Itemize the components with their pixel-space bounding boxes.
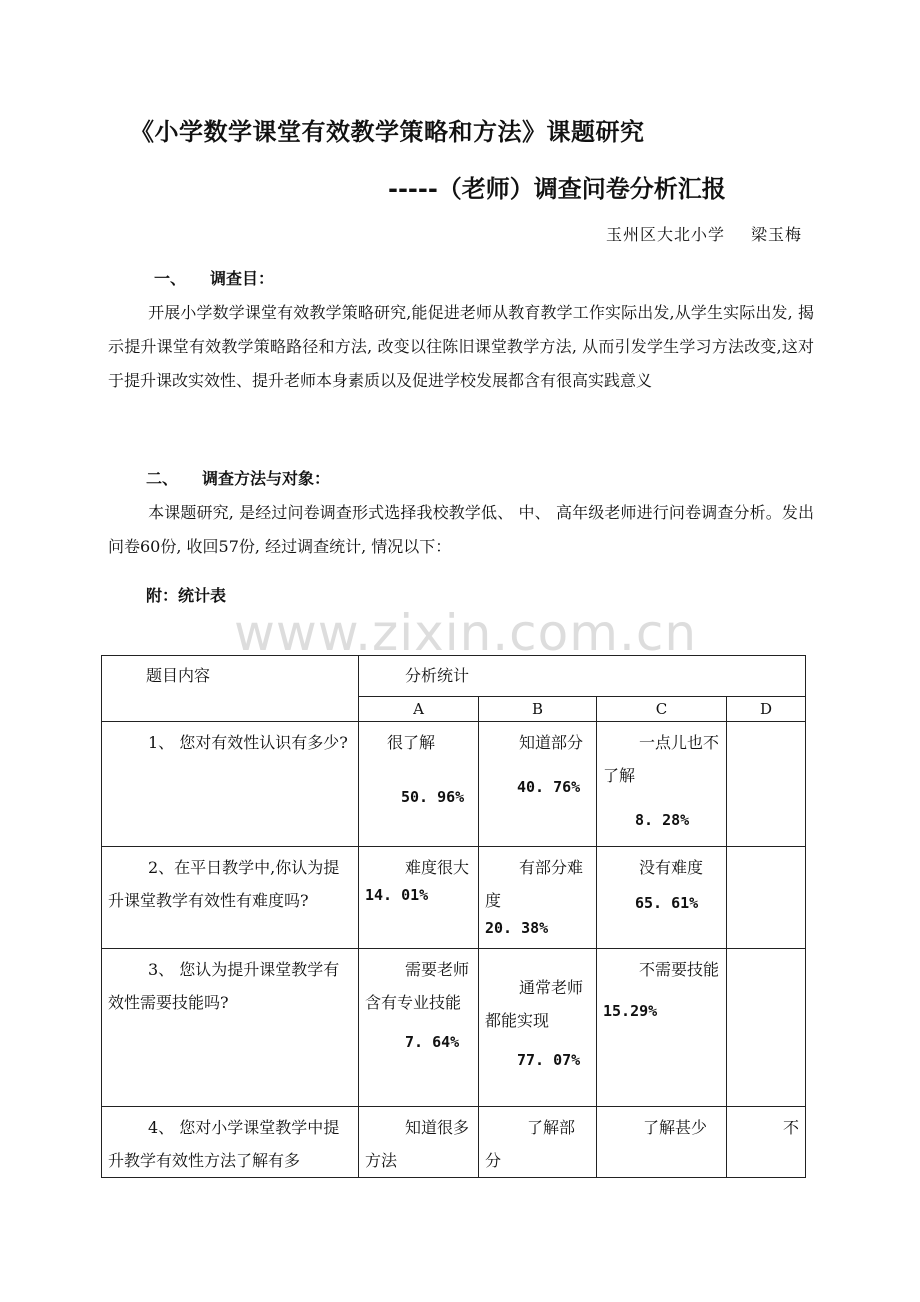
answer-c-cell: 了解甚少	[597, 1107, 727, 1178]
section-title: 调查方法与对象：	[202, 469, 331, 488]
answer-a-cell: 知道很多方法	[359, 1107, 479, 1178]
question-cell: 2、在平日教学中,你认为提升课堂教学有效性有难度吗?	[102, 847, 359, 949]
watermark: www.zixin.com.cn	[234, 604, 698, 662]
section-heading-1	[154, 266, 274, 289]
answer-a-cell: 难度很大 14. 01%	[359, 847, 479, 949]
school-name: 玉州区大北小学	[605, 225, 725, 244]
section-title: 调查目：	[210, 269, 275, 288]
answer-c-cell: 没有难度 65. 61%	[597, 847, 727, 949]
section-paragraph-1: 开展小学数学课堂有效教学策略研究,能促进老师从教育教学工作实际出发,从学生实际出发, 揭示提升课堂有效教学策略路径和方法, 改变以往陈旧课堂教学方法, 从而引发学生学习方法改变,这对于提升课改实效性、提升老师本身素质以及促进学校发展都含有很高实践意义	[108, 303, 814, 390]
table-row	[102, 722, 806, 847]
table-header-row	[102, 656, 806, 697]
answer-b-cell: 有部分难度 20. 38%	[479, 847, 597, 949]
answer-a-cell: 很了解 50. 96%	[359, 722, 479, 847]
author-name: 梁玉梅	[750, 225, 802, 244]
document-title: 《小学数学课堂有效教学策略和方法》课题研究	[130, 118, 645, 146]
question-cell: 4、 您对小学课堂教学中提升教学有效性方法了解有多	[102, 1107, 359, 1178]
section-number: 二、	[146, 469, 179, 488]
answer-c-cell: 一点儿也不了解 8. 28%	[597, 722, 727, 847]
answer-b-cell: 通常老师都能实现 77. 07%	[479, 949, 597, 1107]
option-b-header: B	[479, 697, 597, 722]
header-analysis: 分析统计	[359, 656, 806, 697]
answer-c-cell: 不需要技能 15.29%	[597, 949, 727, 1107]
option-d-header: D	[727, 697, 806, 722]
answer-d-cell	[727, 847, 806, 949]
statistics-table	[101, 655, 806, 1178]
answer-d-cell: 不	[727, 1107, 806, 1178]
answer-d-cell	[727, 949, 806, 1107]
header-topic: 题目内容	[102, 656, 359, 722]
author-line	[606, 222, 802, 245]
question-cell: 1、 您对有效性认识有多少?	[102, 722, 359, 847]
section-paragraph-2: 本课题研究, 是经过问卷调查形式选择我校教学低、 中、 高年级老师进行问卷调查分析。发出问卷60份, 收回57份, 经过调查统计, 情况以下：	[108, 503, 814, 556]
document-subtitle: -----（老师）调查问卷分析汇报	[388, 175, 726, 203]
answer-d-cell	[727, 722, 806, 847]
question-cell: 3、 您认为提升课堂教学有效性需要技能吗?	[102, 949, 359, 1107]
section-number: 一、	[154, 269, 187, 288]
section-heading-2	[146, 466, 330, 489]
answer-a-cell: 需要老师含有专业技能 7. 64%	[359, 949, 479, 1107]
option-a-header: A	[359, 697, 479, 722]
table-row	[102, 1107, 806, 1178]
answer-b-cell: 了解部分	[479, 1107, 597, 1178]
answer-b-cell: 知道部分 40. 76%	[479, 722, 597, 847]
table-row	[102, 949, 806, 1107]
appendix-label: 附：统计表	[146, 586, 227, 605]
table-row	[102, 847, 806, 949]
option-c-header: C	[597, 697, 727, 722]
